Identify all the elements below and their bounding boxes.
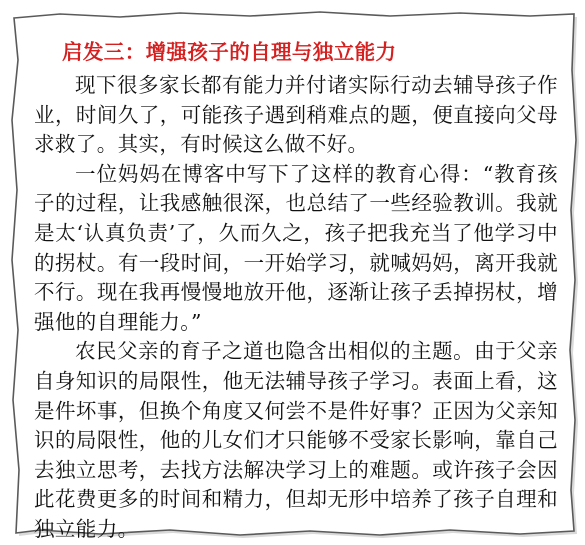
paragraph-2: 一位妈妈在博客中写下了这样的教育心得：“教育孩子的过程，让我感触很深，也总结了一些经验教训。我就是太‘认真负责’了，久而久之，孩子把我充当了他学习中的拐杖。有一段时间，一开始学习，就喊妈妈，离开我就不行。现在我再慢慢地放开他，逐渐让孩子丢掉拐杖，增强他的自理能力。” <box>34 161 558 334</box>
paragraph-1: 现下很多家长都有能力并付诸实际行动去辅导孩子作业，时间久了，可能孩子遇到稍难点的题，便直接向父母求救了。其实，有时候这么做不好。 <box>34 73 558 157</box>
article-heading: 启发三：增强孩子的自理与独立能力 <box>62 40 397 64</box>
paragraph-3: 农民父亲的育子之道也隐含出相似的主题。由于父亲自身知识的局限性，他无法辅导孩子学习。表面上看，这是件坏事，但换个角度又何尝不是件好事？正因为父亲知识的局限性，他的儿女们才只能够不受家长影响，靠自己去独立思考，去找方法解决学习上的难题。或许孩子会因此花费更多的时间和精力，但却无形中培养了孩子自理和独立能力。 <box>34 339 558 541</box>
article-body <box>34 38 558 545</box>
